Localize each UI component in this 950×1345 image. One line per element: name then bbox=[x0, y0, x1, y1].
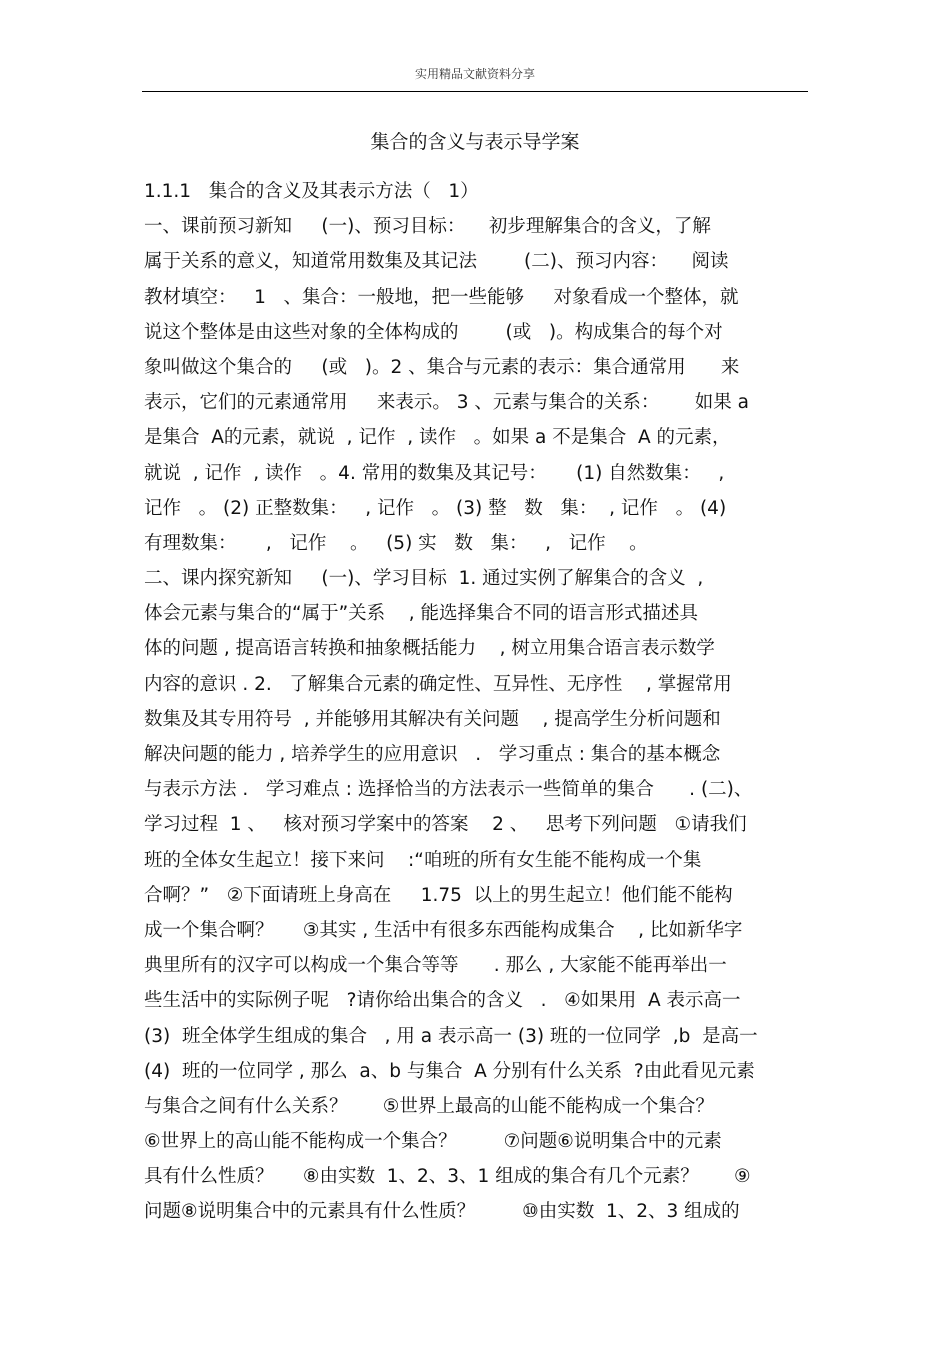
body-line: 与集合之间有什么关系？ ⑤世界上最高的山能不能构成一个集合？ bbox=[144, 1095, 714, 1117]
body-line: 说这个整体是由这些对象的全体构成的 (或 )。构成集合的每个对 bbox=[144, 321, 723, 343]
body-line: 合啊？” ②下面请班上身高在 1.75 以上的男生起立！他们能不能构 bbox=[144, 884, 733, 906]
body-line: 一、课前预习新知 (一)、预习目标： 初步理解集合的含义，了解 bbox=[144, 216, 711, 238]
body-line: 内容的意识 . 2. 了解集合元素的确定性、互异性、无序性 , 掌握常用 bbox=[144, 673, 732, 695]
body-line: 些生活中的实际例子呢 ?请你给出集合的含义 . ④如果用 A 表示高一 bbox=[144, 990, 741, 1012]
body-line: 就说 , 记作 , 读作 。4. 常用的数集及其记号： (1) 自然数集： , bbox=[144, 462, 725, 484]
body-line: (3) 班全体学生组成的集合 , 用 a 表示高一 (3) 班的一位同学 ,b 是高一 bbox=[144, 1025, 758, 1047]
body-line: 表示，它们的元素通常用 来表示。 3 、元素与集合的关系： 如果 a bbox=[144, 392, 749, 414]
body-line: 成一个集合啊？ ③其实 , 生活中有很多东西能构成集合 , 比如新华字 bbox=[144, 919, 743, 941]
body-line: 1.1.1 集合的含义及其表示方法（ 1） bbox=[144, 181, 479, 202]
body-line: 二、课内探究新知 (一)、学习目标 1. 通过实例了解集合的含义 , bbox=[144, 568, 704, 590]
page-header: 实用精品文献资料分享 bbox=[414, 67, 535, 81]
body-line: 解决问题的能力 , 培养学生的应用意识 . 学习重点 : 集合的基本概念 bbox=[144, 744, 721, 765]
body-line: 数集及其专用符号 , 并能够用其解决有关问题 , 提高学生分析问题和 bbox=[144, 708, 721, 730]
body-line: 教材填空： 1 、集合：一般地，把一些能够 对象看成一个整体，就 bbox=[144, 286, 739, 308]
body-line: 问题⑧说明集合中的元素具有什么性质？ ⑩由实数 1、2、3 组成的 bbox=[144, 1201, 740, 1223]
body-line: 体会元素与集合的“属于”关系 , 能选择集合不同的语言形式描述具 bbox=[144, 603, 698, 625]
body-line: 记作 。 (2) 正整数集： , 记作 。 (3) 整 数 集： , 记作 。 (4) bbox=[144, 497, 727, 519]
body-line: 体的问题 , 提高语言转换和抽象概括能力 , 树立用集合语言表示数学 bbox=[144, 638, 715, 660]
body-line: 学习过程 1 、 核对预习学案中的答案 2 、 思考下列问题 ①请我们 bbox=[144, 814, 747, 836]
body-line: 象叫做这个集合的 (或 )。2 、集合与元素的表示：集合通常用 来 bbox=[144, 356, 740, 378]
body-line: 典里所有的汉字可以构成一个集合等等 . 那么 , 大家能不能再举出一 bbox=[144, 955, 727, 977]
body-line: 与表示方法 . 学习难点 : 选择恰当的方法表示一些简单的集合 . (二)、 bbox=[144, 779, 753, 801]
body-line: 是集合 A的元素，就说 , 记作 , 读作 。如果 a 不是集合 A 的元素， bbox=[144, 427, 731, 449]
document-body bbox=[144, 174, 824, 1230]
body-line: 属于关系的意义，知道常用数集及其记法 (二)、预习内容： 阅读 bbox=[144, 251, 729, 273]
header-divider bbox=[142, 91, 808, 92]
body-line: 班的全体女生起立！接下来问 :“咱班的所有女生能不能构成一个集 bbox=[144, 849, 702, 871]
body-line: (4) 班的一位同学 , 那么 a、b 与集合 A 分别有什么关系 ?由此看见元素 bbox=[144, 1060, 755, 1082]
body-line: ⑥世界上的高山能不能构成一个集合？ ⑦问题⑥说明集合中的元素 bbox=[144, 1131, 722, 1153]
body-line: 具有什么性质？ ⑧由实数 1、2、3、1 组成的集合有几个元素？ ⑨ bbox=[144, 1166, 751, 1188]
document-title: 集合的含义与表示导学案 bbox=[370, 131, 580, 153]
body-line: 有理数集： , 记作 。 (5) 实 数 集： , 记作 。 bbox=[144, 532, 648, 554]
